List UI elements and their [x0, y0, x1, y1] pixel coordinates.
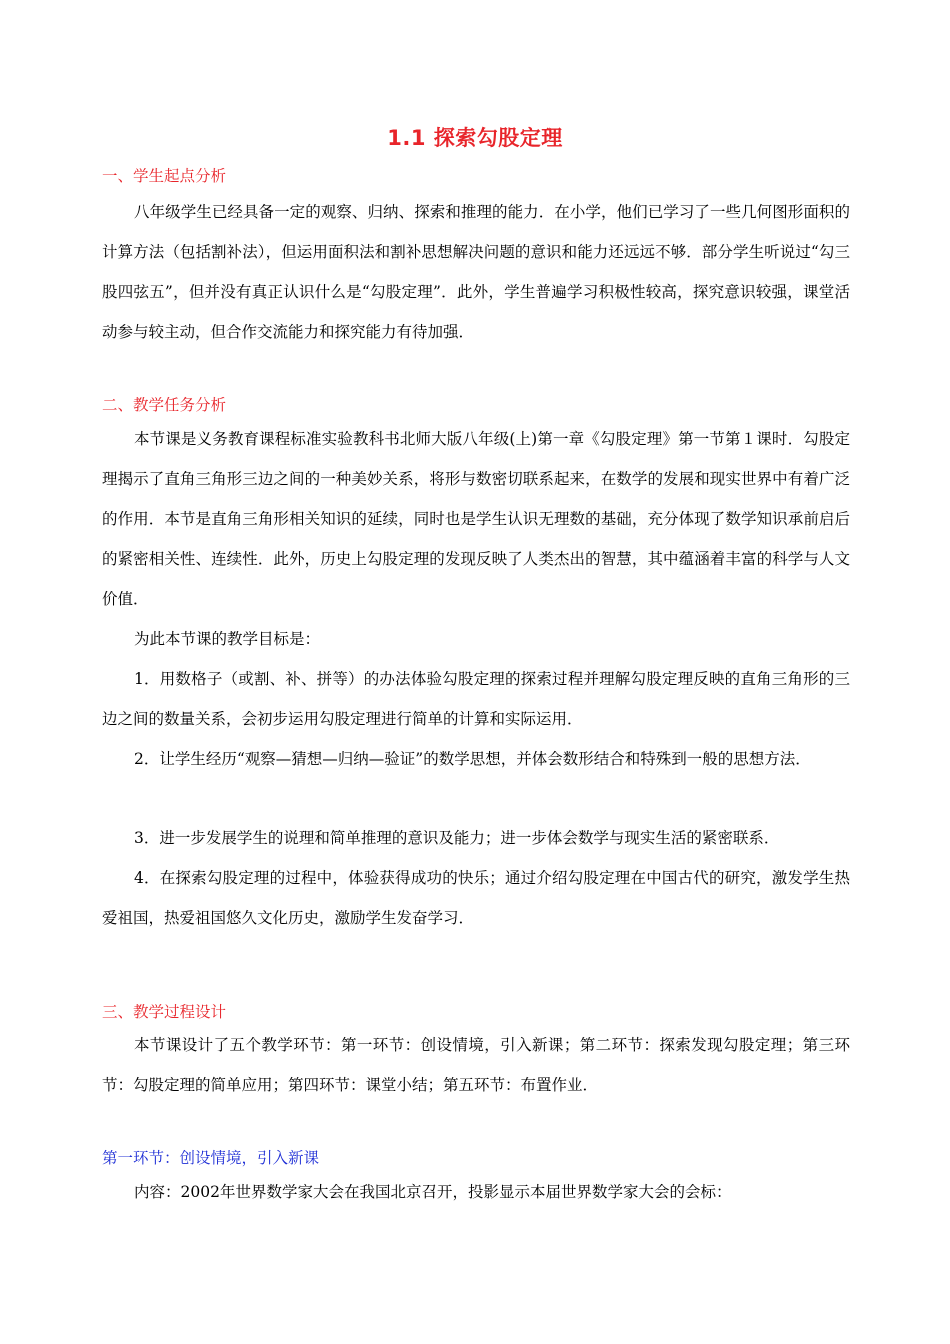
paragraph-goal-3: 3．进一步发展学生的说理和简单推理的意识及能力；进一步体会数学与现实生活的紧密联系．: [134, 829, 780, 847]
page-title: 1.1 探索勾股定理: [387, 126, 563, 150]
paragraph-goals-intro: 为此本节课的教学目标是：: [134, 630, 321, 648]
paragraph-goal-2: 2．让学生经历“观察—猜想—归纳—验证”的数学思想，并体会数形结合和特殊到一般的思想方法．: [134, 750, 811, 768]
section-heading-task-analysis: 二、教学任务分析: [102, 396, 227, 414]
section-heading-student-analysis: 一、学生起点分析: [102, 167, 227, 185]
paragraph-task-analysis: 本节课是义务教育课程标准实验教科书北师大版八年级(上)第一章《勾股定理》第一节第１课时．勾股定理揭示了直角三角形三边之间的一种美妙关系，将形与数密切联系起来，在数学的发展和现实世界中有着广泛的作用．本节是直角三角形相关知识的延续，同时也是学生认识无理数的基础，充分体现了数学知识承前启后的紧密相关性、连续性．此外，历史上勾股定理的发现反映了人类杰出的智慧，其中蕴涵着丰富的科学与人文价值．: [102, 430, 850, 608]
paragraph-step-one: 内容：2002年世界数学家大会在我国北京召开，投影显示本届世界数学家大会的会标：: [134, 1183, 732, 1201]
step-one-heading: 第一环节：创设情境，引入新课: [102, 1149, 320, 1167]
paragraph-goal-4: 4．在探索勾股定理的过程中，体验获得成功的快乐；通过介绍勾股定理在中国古代的研究，激发学生热爱祖国，热爱祖国悠久文化历史，激励学生发奋学习．: [102, 869, 850, 927]
paragraph-student-analysis: 八年级学生已经具备一定的观察、归纳、探索和推理的能力．在小学，他们已学习了一些几何图形面积的计算方法（包括割补法），但运用面积法和割补思想解决问题的意识和能力还远远不够．部分学生听说过“勾三股四弦五”，但并没有真正认识什么是“勾股定理”．此外，学生普遍学习积极性较高，探究意识较强，课堂活动参与较主动，但合作交流能力和探究能力有待加强．: [102, 203, 850, 341]
paragraph-goal-1: 1．用数格子（或割、补、拼等）的办法体验勾股定理的探索过程并理解勾股定理反映的直角三角形的三边之间的数量关系，会初步运用勾股定理进行简单的计算和实际运用．: [102, 670, 850, 728]
section-heading-process-design: 三、教学过程设计: [102, 1003, 227, 1021]
paragraph-process-design: 本节课设计了五个教学环节：第一环节：创设情境，引入新课；第二环节：探索发现勾股定理；第三环节：勾股定理的简单应用；第四环节：课堂小结；第五环节：布置作业．: [102, 1036, 850, 1094]
